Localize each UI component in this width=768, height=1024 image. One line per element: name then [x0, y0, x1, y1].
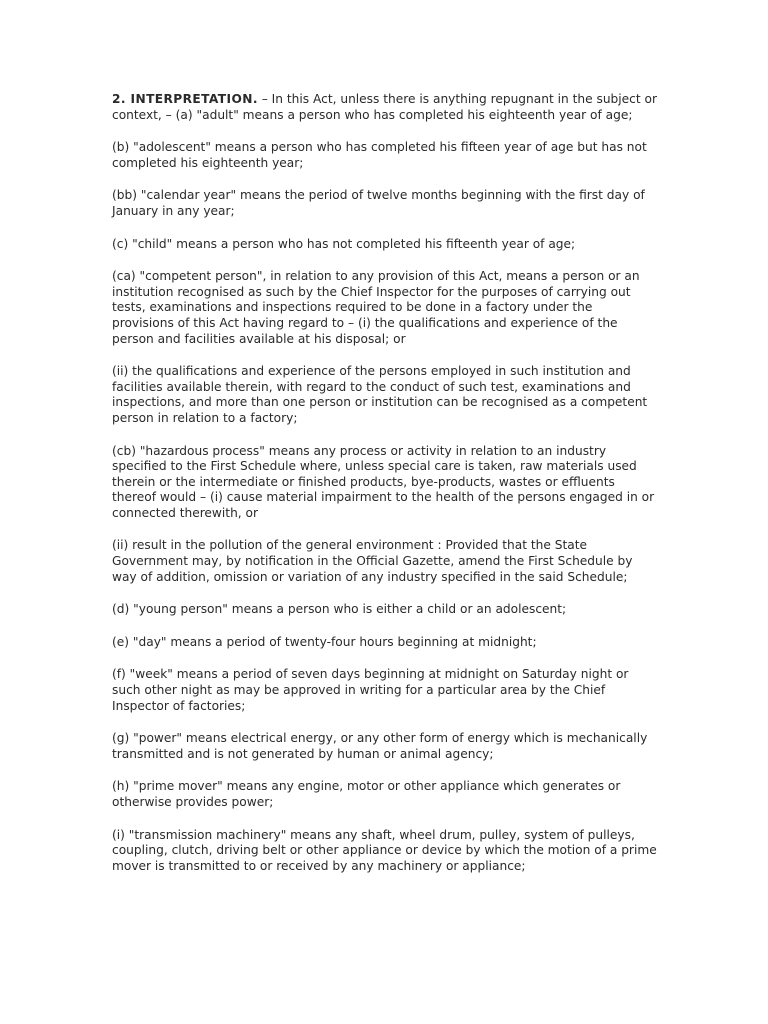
- definition-paragraph-cb: (cb) "hazardous process" means any process or activity in relation to an industry specified to the First Schedule where, unless special care is taken, raw materials used therein or the intermediate or finished products, bye-products, wastes or effluents thereof would – (i) cause material impairment to the health of the persons engaged in or connected therewith, or: [112, 443, 655, 520]
- intro-paragraph: [112, 92, 657, 123]
- document-body: [112, 92, 657, 891]
- definition-paragraph-i: (i) "transmission machinery" means any shaft, wheel drum, pulley, system of pulleys, coupling, clutch, driving belt or other appliance or device by which the motion of a prime mover is transmitted to or received by any machinery or appliance;: [112, 827, 657, 873]
- definition-paragraph-ca-ii: (ii) the qualifications and experience of the persons employed in such institution and facilities available therein, with regard to the conduct of such test, examinations and inspections, and more than one person or institution can be recognised as a competent person in relation to a factory;: [112, 364, 648, 425]
- definition-paragraph-c: (c) "child" means a person who has not completed his fifteenth year of age;: [112, 236, 576, 251]
- definition-paragraph-f: (f) "week" means a period of seven days beginning at midnight on Saturday night or such other night as may be approved in writing for a particular area by the Chief Inspector of factories;: [112, 667, 629, 713]
- definition-paragraph-d: (d) "young person" means a person who is either a child or an adolescent;: [112, 602, 567, 617]
- definition-paragraph-g: (g) "power" means electrical energy, or any other form of energy which is mechanically transmitted and is not generated by human or animal agency;: [112, 731, 648, 761]
- section-heading: 2. INTERPRETATION.: [112, 92, 258, 106]
- definition-paragraph-h: (h) "prime mover" means any engine, motor or other appliance which generates or otherwise provides power;: [112, 779, 621, 809]
- definition-paragraph-b: (b) "adolescent" means a person who has completed his fifteen year of age but has not completed his eighteenth year;: [112, 140, 647, 170]
- intro-text: – In this Act, unless there is anything repugnant in the subject or context, – (a) "adult" means a person who has completed his eighteenth year of age;: [112, 92, 657, 122]
- definition-paragraph-cb-ii: (ii) result in the pollution of the general environment : Provided that the State Government may, by notification in the Official Gazette, amend the First Schedule by way of addition, omission or variation of any industry specified in the said Schedule;: [112, 538, 633, 584]
- definition-paragraph-e: (e) "day" means a period of twenty-four hours beginning at midnight;: [112, 634, 537, 649]
- definition-paragraph-bb: (bb) "calendar year" means the period of twelve months beginning with the first day of January in any year;: [112, 188, 645, 218]
- definition-paragraph-ca: (ca) "competent person", in relation to any provision of this Act, means a person or an institution recognised as such by the Chief Inspector for the purposes of carrying out tests, examinations and inspections required to be done in a factory under the provisions of this Act having regard to – (i) the qualifications and experience of the person and facilities available at his disposal; or: [112, 269, 640, 346]
